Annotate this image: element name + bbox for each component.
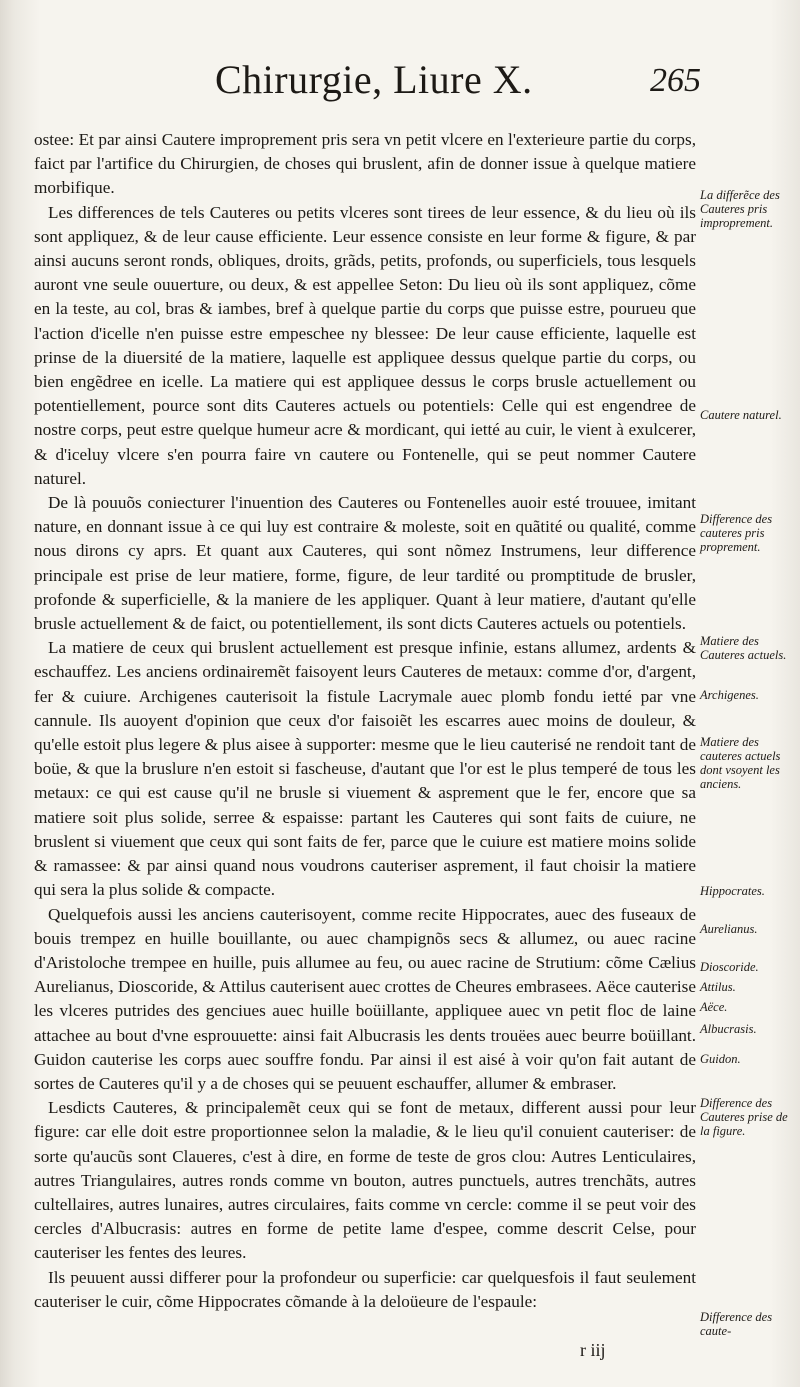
running-title: Chirurgie, Liure X. — [215, 57, 533, 102]
page-number: 265 — [650, 62, 701, 99]
paragraph: Les differences de tels Cauteres ou petits vlceres sont tirees de leur essence, & du lieu où ils sont appliquez, & de leur cause efficiente. Leur essence consiste en leur forme & figure, & par ainsi aucuns seront ronds, obliques, droits, grãds, petits, profonds, ou superficiels, tous lesquels auront vne seule ouuerture, ou deux, & est appellee Seton: Du lieu où ils sont appliquez, cõme en la teste, au col, bras & iambes, bref à quelque partie du corps que puisse estre, pourueu que l'action d'icelle n'en puisse estre empeschee ny blessee: De leur cause efficiente, laquelle est prinse de la diuersité de la matiere, laquelle est appliquee dessus quelque partie du corps, ou bien engẽdree en icelle. La matiere qui est appliquee dessus le corps brusle actuellement ou potentiellement, pource sont dits Cauteres actuels ou potentiels: Celle qui est engendree de nostre corps, peut estre quelque humeur acre & mordicant, qui ietté au cuir, le vient à exulcerer, & d'iceluy vlcere s'en pourra faire vn cautere ou Fontenelle, qui se peut nommer Cautere naturel. — [34, 202, 696, 488]
paragraph: De là pouuõs coniecturer l'inuention des Cauteres ou Fontenelles auoir esté trouuee, imitant nature, en donnant issue à ce qui luy est contraire & moleste, soit en quãtité ou qualité, comme nous dirons cy aprs. Et quant aux Cauteres, qui sont nõmez Instrumens, leur difference principale est prise de leur matiere, forme, figure, de leur tardité ou promptitude de brusler, profonde & superficielle, & la maniere de les appliquer. Quant à leur matiere, d'autant qu'elle brusle actuellement & de faict, ou potentiellement, ils sont dicts Cauteres actuels ou potentiels. — [34, 493, 696, 634]
marginal-note: Difference des cauteres pris proprement. — [700, 512, 773, 554]
page-header — [0, 56, 800, 116]
signature-mark: r iij — [580, 1340, 606, 1360]
paragraph: Lesdicts Cauteres, & principalemẽt ceux qui se font de metaux, different aussi pour leur figure: car elle doit estre proportionnee selon la maladie, & le lieu qu'il conuient cauteriser: de sorte qu'aucũs sont Claueres, c'est à dire, en forme de teste de gros clou: Autres Lenticulaires, autres Triangulaires, autres ronds comme vn bouton, autres punctuels, autres trenchãts, autres cultellaires, autres lunaires, autres circulaires, faits comme vn cercle: comme il se peut voir des cercles d'Albucrasis: autres en forme de petite lame d'espee, comme descrit Celse, pour cauteriser les fentes des leures. — [34, 1098, 696, 1263]
marginal-note: Matiere des Cauteres actuels. — [700, 634, 787, 662]
marginal-note: Difference des caute- — [700, 1310, 773, 1338]
marginal-note: Aurelianus. — [700, 922, 758, 936]
marginal-note: Aëce. — [700, 1000, 728, 1014]
marginal-note: La differẽce des Cauteres pris improprement. — [700, 188, 780, 230]
marginal-note: Archigenes. — [700, 688, 759, 702]
marginal-note: Guidon. — [700, 1052, 741, 1066]
marginal-note: Cautere naturel. — [700, 408, 782, 422]
paragraph: ostee: Et par ainsi Cautere improprement pris sera vn petit vlcere en l'exterieure partie du corps, faict par l'artifice du Chirurgien, de choses qui bruslent, afin de donner issue à quelque matiere morbifique. — [34, 130, 696, 198]
paragraph: La matiere de ceux qui bruslent actuellement est presque infinie, estans allumez, ardents & eschauffez. Les anciens ordinairemẽt faisoyent leurs Cauteres de metaux: comme d'or, d'argent, fer & cuiure. Archigenes cauterisoit la fistule Lacrymale auec plomb fondu ietté par vne cannule. Ils auoyent d'opinion que ceux d'or faisoiẽt les escarres auec moins de douleur, & qu'elle estoit plus legere & plus aisee à supporter: mesme que le lieu cauterisé ne rendoit tant de boüe, & que la bruslure n'en estoit si fascheuse, d'autant que l'or est le plus temperé de tous les metaux: ce qui est cause qu'il ne brusle si viuement & asprement que le fer, encore que sa matiere soit plus solide, serree & espaisse: partant les Cauteres qui sont faits de cuiure, ne bruslent si viuement que ceux qui sont faits de fer, parce que le cuiure est matiere moins solide & ramassee: & par ainsi quand nous voudrons cauteriser asprement, il faut choisir la matiere qui sera la plus solide & compacte. — [34, 638, 696, 900]
main-text — [34, 128, 696, 1314]
marginal-note: Attilus. — [700, 980, 736, 994]
paragraph: Quelquefois aussi les anciens cauterisoyent, comme recite Hippocrates, auec des fuseaux de bouis trempez en huille bouillante, ou auec champignõs secs & allumez, ou auec racine d'Aristoloche trempee en huille, puis allumee au feu, ou auec racine de Strutium: cõme Cælius Aurelianus, Dioscoride, & Attilus cauterisent auec crottes de Cheures embrasees. Aëce cauterise les vlceres putrides des genciues auec huille boüillante, appliquee auec vn petit floc de laine attachee au bout d'vne esprouuette: ainsi fait Albucrasis les dents trouëes auec beurre boüillant. Guidon cauterise les corps auec souffre fondu. Par ainsi il est aisé à voir qu'on fait autant de sortes de Cauteres qu'il y a de choses qui se peuuent eschauffer, allumer & embraser. — [34, 904, 696, 1093]
marginal-note: Matiere des cauteres actuels dont vsoyent les anciens. — [700, 735, 781, 791]
marginal-note: Albucrasis. — [700, 1022, 757, 1036]
paragraph: Ils peuuent aussi differer pour la profondeur ou superficie: car quelquesfois il faut seulement cauteriser le cuir, cõme Hippocrates cõmande à la deloüeure de l'espaule: — [34, 1267, 696, 1311]
marginal-note: Difference des Cauteres prise de la figure. — [700, 1096, 788, 1138]
marginal-note: Dioscoride. — [700, 960, 759, 974]
marginal-note: Hippocrates. — [700, 884, 765, 898]
